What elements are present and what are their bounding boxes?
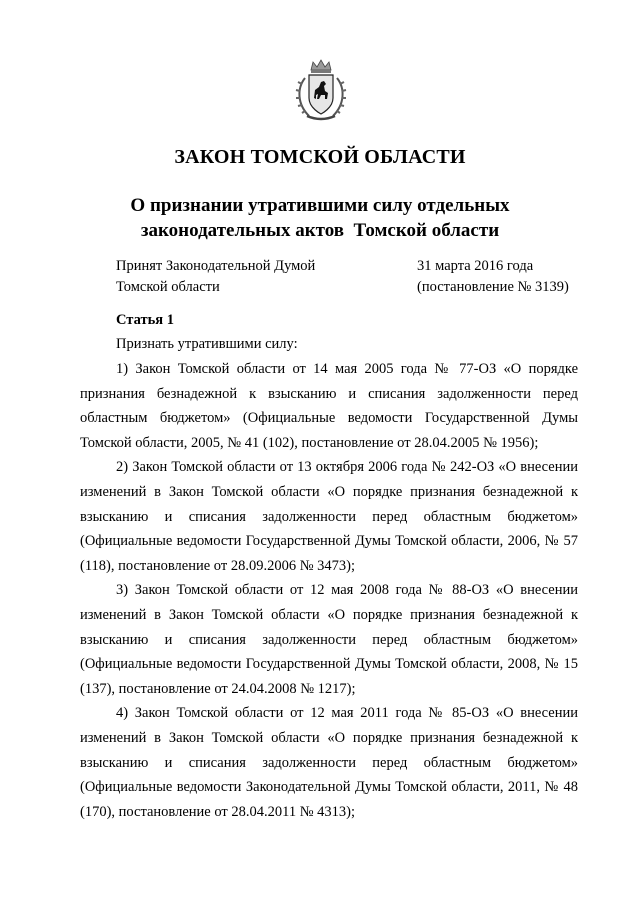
article-items	[80, 357, 578, 824]
resolution-number: (постановление № 3139)	[417, 279, 569, 295]
subtitle-line: законодательных актов Томской области	[140, 220, 500, 241]
subtitle-line: О признании утратившими силу отдельных	[130, 195, 510, 216]
article-item: 1) Закон Томской области от 14 мая 2005 года № 77-ОЗ «О порядке признания безнадежной к взысканию и списания задолженности перед областным бюджетом» (Официальные ведомости Государственной Думы Томской области, 2005, № 41 (102), постановление от 28.04.2005 № 1956);	[80, 361, 578, 451]
article-heading: Статья 1	[116, 312, 174, 328]
adoption-date	[417, 256, 569, 298]
coat-of-arms-icon	[293, 58, 349, 124]
article-item: 4) Закон Томской области от 12 мая 2011 года № 85-ОЗ «О внесении изменений в Закон Томской области «О порядке признания безнадежной к взысканию и списания задолженности перед областным бюджетом» (Официальные ведомости Законодательной Думы Томской области, 2011, № 48 (170), постановление от 28.04.2011 № 4313);	[80, 705, 578, 820]
adopted-by-line: Томской области	[116, 279, 220, 295]
law-title: ЗАКОН ТОМСКОЙ ОБЛАСТИ	[174, 146, 466, 168]
article-item: 2) Закон Томской области от 13 октября 2006 года № 242-ОЗ «О внесении изменений в Закон Томской области «О порядке признания безнадежной к взысканию и списания задолженности перед областным бюджетом» (Официальные ведомости Государственной Думы Томской области, 2006, № 57 (118), постановление от 28.09.2006 № 3473);	[80, 459, 578, 574]
adoption-date-line: 31 марта 2016 года	[417, 258, 534, 274]
law-subtitle	[90, 193, 550, 243]
article-item: 3) Закон Томской области от 12 мая 2008 года № 88-ОЗ «О внесении изменений в Закон Томской области «О порядке признания безнадежной к взысканию и списания задолженности перед областным бюджетом» (Официальные ведомости Государственной Думы Томской области, 2008, № 15 (137), постановление от 24.04.2008 № 1217);	[80, 582, 578, 697]
adopted-by	[116, 256, 315, 298]
article-intro: Признать утратившими силу:	[116, 336, 298, 352]
adopted-by-line: Принят Законодательной Думой	[116, 258, 316, 274]
